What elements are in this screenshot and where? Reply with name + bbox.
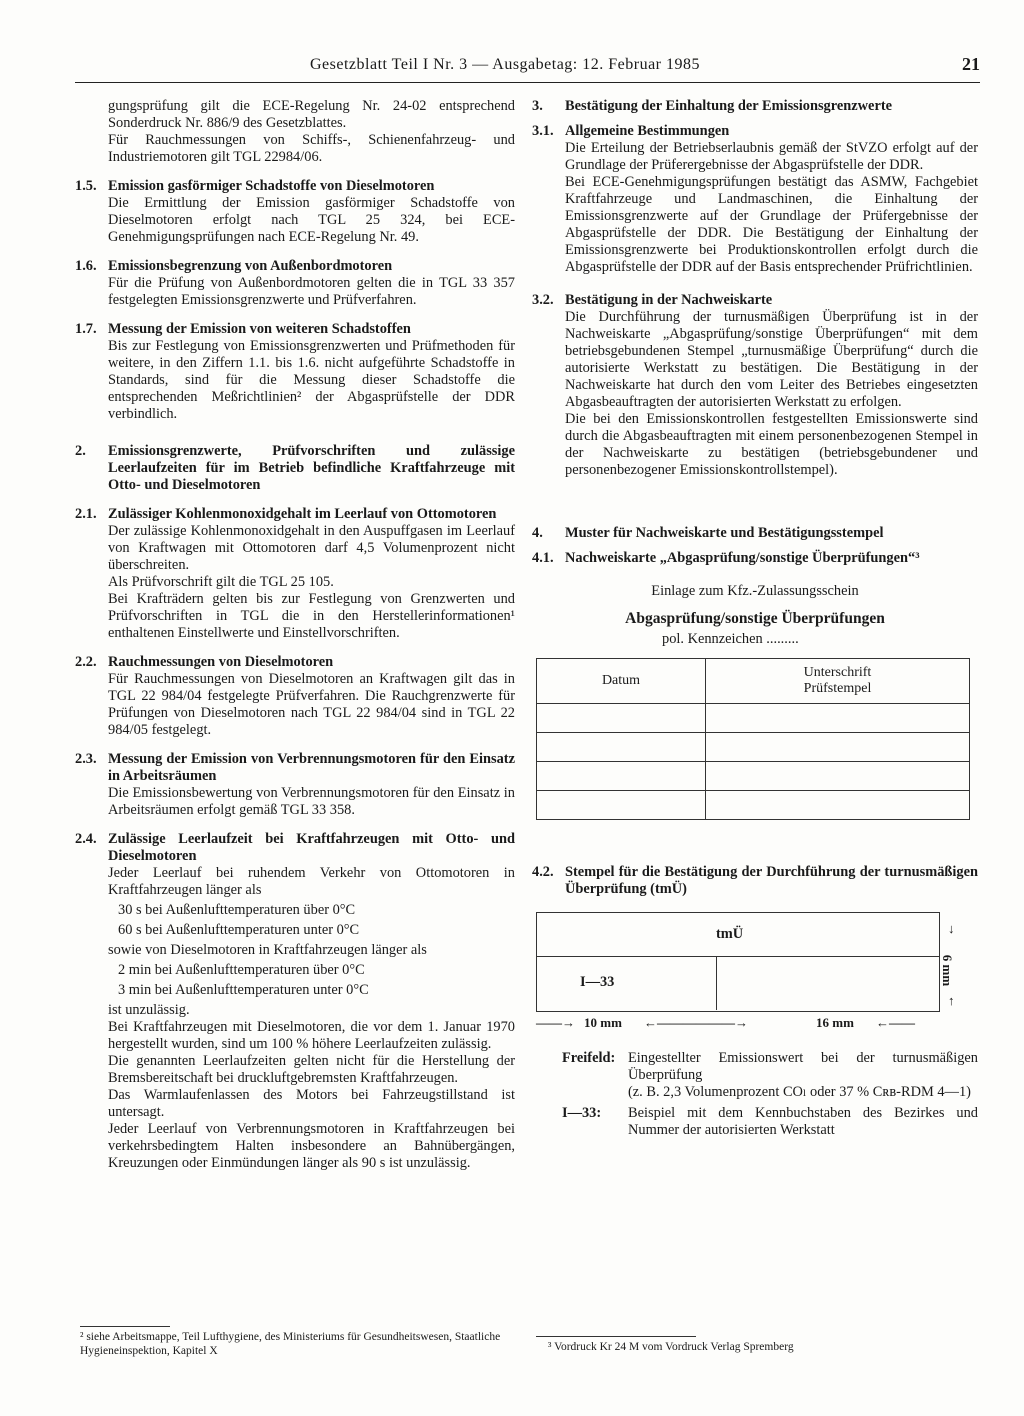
card-table xyxy=(536,658,970,820)
section-number: 2. xyxy=(75,443,86,459)
time-limit: 3 min bei Außenlufttemperaturen unter 0°C xyxy=(118,982,369,998)
stamp-top-label: tmÜ xyxy=(716,926,744,942)
section-title: Emissionsbegrenzung von Außenbordmotoren xyxy=(108,258,393,274)
nachweiskarte-sample xyxy=(532,583,978,820)
section-text: Der zulässige Kohlenmonoxidgehalt in den Auspuffgasen im Leerlauf von Kraftwagen mit Ottomotoren darf 4,5 Volumenprozent nicht überschreiten. xyxy=(108,523,515,573)
section-4-2 xyxy=(532,864,978,898)
section-text: Bei ECE-Genehmigungsprüfungen bestätigt das ASMW, Fachgebiet Kraftfahrzeuge und Landmaschinen, die Einhaltung der Emissionsgrenzwerte auf der Grundlage der Prüfergebnisse der Abgasprüfstelle der DDR. Die Bestätigung der Einhaltung der Emissionsgrenzwerte bei Produktionskontrollen erfolgt durch die Abgasprüfstelle der DDR auf der Basis entsprechender Prüfrichtlinien. xyxy=(565,174,978,275)
legend-subtext: (z. B. 2,3 Volumenprozent COₗ oder 37 % Cʀʙ-RDM 4—1) xyxy=(628,1084,971,1100)
time-limit: 60 s bei Außenlufttemperaturen unter 0°C xyxy=(118,922,360,938)
section-number: 2.4. xyxy=(75,831,97,847)
section-text: Die Emissionsbewertung von Verbrennungsmotoren für den Einsatz in Arbeitsräumen erfolgt gemäß TGL 33 358. xyxy=(108,785,515,818)
section-3-2 xyxy=(532,292,978,479)
col-signature xyxy=(706,659,970,704)
section-number: 4.1. xyxy=(532,550,554,566)
section-2-3 xyxy=(75,751,515,819)
section-title: Allgemeine Bestimmungen xyxy=(565,123,730,139)
section-number: 4. xyxy=(532,525,543,541)
intro-text-1: gungsprüfung gilt die ECE-Regelung Nr. 24-02 entsprechend Sonderdruck Nr. 886/9 des Gesetzblattes. xyxy=(108,98,515,131)
section-2 xyxy=(75,443,515,494)
header-title: Gesetzblatt Teil I Nr. 3 — Ausgabetag: 12. Februar 1985 xyxy=(310,56,701,73)
legend-text: Beispiel mit dem Kennbuchstaben des Bezirkes und Nummer der autorisierten Werkstatt xyxy=(628,1105,978,1138)
section-4 xyxy=(532,525,978,542)
col-stamp-label: Prüfstempel xyxy=(803,681,872,696)
card-insert-label: Einlage zum Kfz.-Zulassungsschein xyxy=(651,583,859,599)
legend-label: I—33: xyxy=(562,1105,602,1121)
section-title: Emissionsgrenzwerte, Prüfvorschriften und zulässige Leerlaufzeiten für im Betrieb befindliche Kraftfahrzeuge mit Otto- und Dieselmotoren xyxy=(108,443,515,493)
stamp-divider xyxy=(536,956,940,957)
section-number: 3.1. xyxy=(532,123,554,139)
section-2-2 xyxy=(75,654,515,739)
section-4-1 xyxy=(532,550,978,567)
time-limit: 2 min bei Außenlufttemperaturen über 0°C xyxy=(118,962,365,978)
footnote-right: ³ Vordruck Kr 24 M vom Vordruck Verlag Spremberg xyxy=(548,1341,794,1353)
section-text: Die genannten Leerlaufzeiten gelten nicht für die Herstellung der Bremsbereitschaft bei druckluftgebremsten Kraftfahrzeugen. xyxy=(108,1053,515,1086)
table-row xyxy=(537,704,970,733)
section-number: 4.2. xyxy=(532,864,554,880)
col-signature-label: Unterschrift xyxy=(803,665,872,680)
section-text: Bis zur Festlegung von Emissionsgrenzwerten und Prüfmethoden für weitere, in den Ziffern 1.1. bis 1.6. nicht aufgeführte Schadstoffe in Standards, sind für die Messung dieser Schadstoffe die entsprechenden Meßrichtlinien² der Abgasprüfstelle der DDR verbindlich. xyxy=(108,338,515,422)
section-1-5 xyxy=(75,178,515,246)
right-column xyxy=(532,98,978,1143)
section-title: Messung der Emission von weiteren Schadstoffen xyxy=(108,321,411,337)
card-heading: Abgasprüfung/sonstige Überprüfungen xyxy=(625,610,885,627)
section-title: Bestätigung der Einhaltung der Emissionsgrenzwerte xyxy=(565,98,893,114)
footnote-rule xyxy=(80,1326,170,1327)
section-text: Als Prüfvorschrift gilt die TGL 25 105. xyxy=(108,574,334,590)
section-text: sowie von Dieselmotoren in Kraftfahrzeugen länger als xyxy=(108,942,427,958)
section-2-1 xyxy=(75,506,515,642)
footnote-left: ² siehe Arbeitsmappe, Teil Lufthygiene, des Ministeriums für Gesundheitswesen, Staatliche Hygieneinspektion, Kapitel X xyxy=(80,1331,501,1357)
legend-item xyxy=(532,1105,978,1139)
tmu-stamp-sample: tmÜ I—33 ↓ 6 mm ↑ ——→ 10 mm ←——————→ 16 mm ←—— xyxy=(536,912,946,1024)
intro-text-2: Für Rauchmessungen von Schiffs-, Schienenfahrzeug- und Industriemotoren gilt TGL 22984/06. xyxy=(108,132,515,165)
section-3 xyxy=(532,98,978,115)
section-number: 3.2. xyxy=(532,292,554,308)
time-limit: 30 s bei Außenlufttemperaturen über 0°C xyxy=(118,902,356,918)
section-title: Zulässige Leerlaufzeit bei Kraftfahrzeugen mit Otto- und Dieselmotoren xyxy=(108,831,515,864)
left-column xyxy=(75,98,515,1184)
section-text: Jeder Leerlauf von Verbrennungsmotoren in Kraftfahrzeugen bei verkehrsbedingtem Halten insbesondere an Bahnübergängen, Kreuzungen oder Einmündungen länger als 90 s ist unzulässig. xyxy=(108,1121,515,1171)
stamp-left-label: I—33 xyxy=(580,974,615,990)
table-row xyxy=(537,791,970,820)
section-title: Rauchmessungen von Dieselmotoren xyxy=(108,654,334,670)
section-title: Emission gasförmiger Schadstoffe von Dieselmotoren xyxy=(108,178,435,194)
section-text: Die Durchführung der turnusmäßigen Überprüfung ist in der Nachweiskarte „Abgasprüfung/sonstige Überprüfungen“ mit dem betriebsgebundenen Stempel „turnusmäßige Überprüfung“ durch die autorisierte Werkstatt zu bestätigen. Die Bestätigung in der Nachweiskarte hat durch den vom Leiter des Betriebes eingesetzten Abgasbeauftragten der autorisierten Werkstatt zu erfolgen. xyxy=(565,309,978,410)
section-number: 1.7. xyxy=(75,321,97,337)
stamp-vertical-divider xyxy=(716,956,717,1010)
dim-10mm-label: 10 mm xyxy=(584,1015,622,1030)
section-text: Jeder Leerlauf bei ruhendem Verkehr von Ottomotoren in Kraftfahrzeugen länger als xyxy=(108,865,515,898)
section-number: 2.1. xyxy=(75,506,97,522)
plate-field: pol. Kennzeichen ......... xyxy=(662,631,799,647)
section-text: Die bei den Emissionskontrollen festgestellten Emissionswerte sind durch die Abgasbeauftragten mit einem personenbezogenen Stempel in der Nachweiskarte zu bestätigen (betriebsgebundener und personenbezogener Emissionskontrollstempel). xyxy=(565,411,978,478)
section-title: Nachweiskarte „Abgasprüfung/sonstige Überprüfungen“³ xyxy=(565,550,920,566)
section-title: Messung der Emission von Verbrennungsmotoren für den Einsatz in Arbeitsräumen xyxy=(108,751,515,784)
section-text: Bei Kraftfahrzeugen mit Dieselmotoren, die vor dem 1. Januar 1970 hergestellt wurden, sind um 100 % höhere Leerlaufzeiten zulässig. xyxy=(108,1019,515,1052)
dim-6mm-label: 6 mm xyxy=(940,954,956,987)
section-text: Für Rauchmessungen von Dieselmotoren an Kraftwagen gilt das in TGL 22 984/04 festgelegte Prüfverfahren. Die Rauchgrenzwerte für Prüfungen von Dieselmotoren nach TGL 22 984/04 sind in TGL 22 984/05 festgelegt. xyxy=(108,671,515,738)
section-text: Die Ermittlung der Emission gasförmiger Schadstoffe von Dieselmotoren erfolgt nach TGL 25 324, bei ECE-Genehmigungsprüfungen nach ECE-Regelung Nr. 49. xyxy=(108,195,515,245)
section-title: Zulässiger Kohlenmonoxidgehalt im Leerlauf von Ottomotoren xyxy=(108,506,497,522)
table-row xyxy=(537,733,970,762)
section-number: 1.6. xyxy=(75,258,97,274)
legend-label: Freifeld: xyxy=(562,1050,616,1066)
header-rule xyxy=(75,82,980,83)
section-text: Für die Prüfung von Außenbordmotoren gelten die in TGL 33 357 festgelegten Emissionsgrenzwerte und Prüfverfahren. xyxy=(108,275,515,308)
legend-text: Eingestellter Emissionswert bei der turnusmäßigen Überprüfung xyxy=(628,1050,978,1083)
section-text: Bei Krafträdern gelten bis zur Festlegung von Grenzwerten und Prüfvorschriften in TGL die in den Herstellerinformationen¹ enthaltenen Einstellwerte und Einstellvorschriften. xyxy=(108,591,515,641)
intro-block xyxy=(75,98,515,166)
section-text: Das Warmlaufenlassen des Motors bei Fahrzeugstillstand ist untersagt. xyxy=(108,1087,515,1120)
dim-16mm-label: 16 mm xyxy=(816,1015,854,1030)
section-number: 2.2. xyxy=(75,654,97,670)
page-number: 21 xyxy=(962,54,980,74)
page-header xyxy=(240,56,980,80)
section-number: 3. xyxy=(532,98,543,114)
section-title: Muster für Nachweiskarte und Bestätigungsstempel xyxy=(565,525,884,541)
section-number: 2.3. xyxy=(75,751,97,767)
footnote-rule-right xyxy=(536,1336,696,1337)
section-text: ist unzulässig. xyxy=(108,1002,190,1018)
section-3-1 xyxy=(532,123,978,276)
col-datum: Datum xyxy=(537,659,706,704)
section-number: 1.5. xyxy=(75,178,97,194)
section-text: Die Erteilung der Betriebserlaubnis gemäß der StVZO erfolgt auf der Grundlage der Prüferergebnisse der Abgasprüfstelle der DDR. xyxy=(565,140,978,173)
section-title: Bestätigung in der Nachweiskarte xyxy=(565,292,773,308)
section-title: Stempel für die Bestätigung der Durchführung der turnusmäßigen Überprüfung (tmÜ) xyxy=(565,864,978,897)
stamp-legend xyxy=(532,1050,978,1139)
dimension-6mm: ↓ 6 mm ↑ xyxy=(940,921,956,1008)
legend-item xyxy=(532,1050,978,1101)
table-row xyxy=(537,762,970,791)
section-1-6 xyxy=(75,258,515,309)
section-1-7 xyxy=(75,321,515,423)
section-2-4 xyxy=(75,831,515,1172)
